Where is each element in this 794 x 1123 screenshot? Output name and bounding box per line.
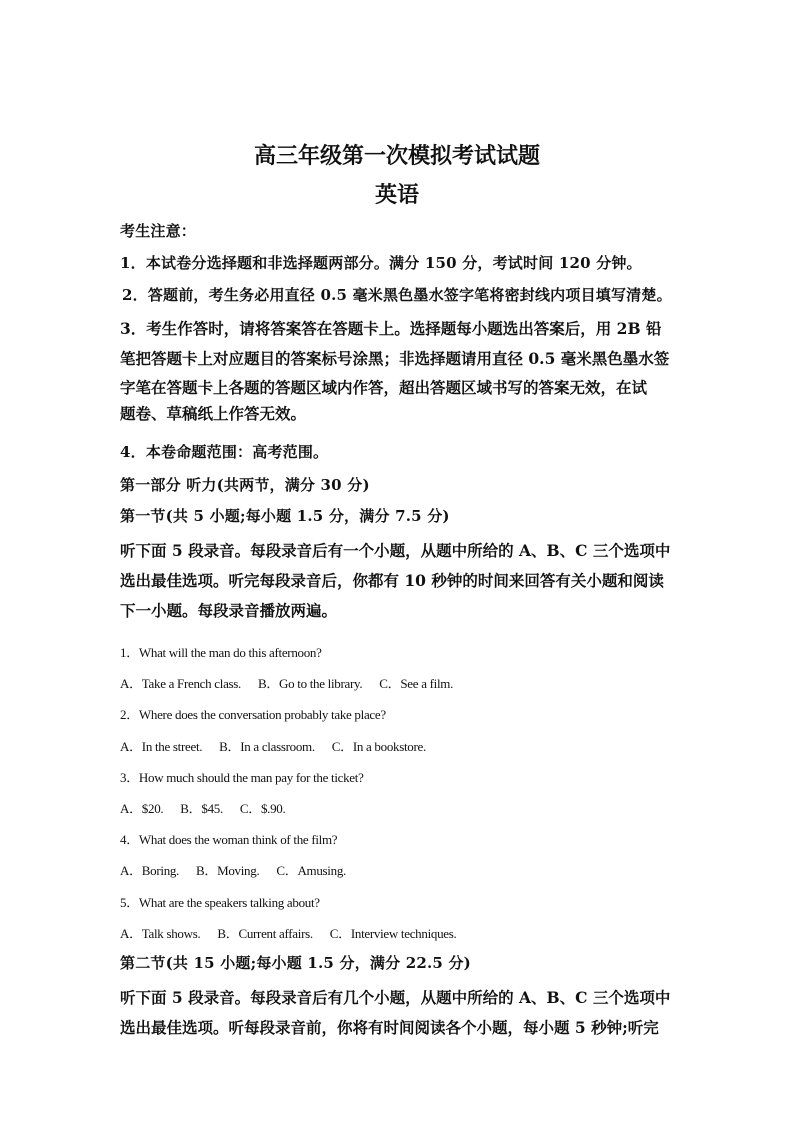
options-row [120, 677, 453, 690]
question: 5．What are the speakers talking about? [120, 895, 320, 910]
question: 3．How much should the man pay for the ticket? [120, 770, 364, 785]
option-a: A．Take a French class. [120, 676, 242, 691]
option-a: A．Boring. [120, 863, 180, 878]
options-row [120, 927, 456, 940]
option-a: A．Talk shows. [120, 926, 201, 941]
notice-item-continued: 笔把答题卡上对应题目的答案标号涂黑；非选择题请用直径 0.5 毫米黑色墨水签 [120, 349, 670, 368]
option-b: B．$45. [180, 801, 223, 816]
options-row [120, 740, 426, 753]
option-c: C．Amusing. [276, 863, 346, 878]
subject-title: 英语 [374, 182, 419, 208]
instruction-line: 选出最佳选项。听每段录音前，你将有时间阅读各个小题，每小题 5 秒钟;听完 [120, 1018, 659, 1037]
question: 2．Where does the conversation probably take place? [120, 707, 386, 722]
section-heading: 第一节(共 5 小题;每小题 1.5 分，满分 7.5 分) [120, 507, 450, 525]
notice-heading: 考生注意： [120, 222, 197, 240]
notice-item-continued: 题卷、草稿纸上作答无效。 [120, 404, 307, 423]
exam-title: 高三年级第一次模拟考试试题 [253, 143, 540, 169]
option-b: B．Moving. [196, 863, 260, 878]
option-a: A．In the street. [120, 739, 203, 754]
instruction-line: 听下面 5 段录音。每段录音后有一个小题，从题中所给的 A、B、C 三个选项中 [120, 541, 671, 560]
option-b: B．Go to the library. [257, 676, 363, 691]
notice-item: 2．答题前，考生务必用直径 0.5 毫米黑色墨水签字笔将密封线内项目填写清楚。 [122, 286, 672, 304]
option-c: C．In a bookstore. [331, 739, 426, 754]
question: 1．What will the man do this afternoon? [120, 645, 322, 660]
option-b: B．Current affairs. [217, 926, 313, 941]
option-a: A．$20. [120, 801, 164, 816]
option-b: B．In a classroom. [219, 739, 315, 754]
notice-item: 3．考生作答时，请将答案答在答题卡上。选择题每小题选出答案后，用 2B 铅 [120, 319, 662, 338]
part-heading: 第一部分 听力(共两节，满分 30 分) [120, 476, 370, 494]
option-c: C．See a film. [379, 676, 454, 691]
notice-item: 4．本卷命题范围：高考范围。 [120, 443, 329, 461]
section-heading: 第二节(共 15 小题;每小题 1.5 分，满分 22.5 分) [120, 954, 471, 972]
question: 4．What does the woman think of the film? [120, 832, 338, 847]
option-c: C．$.90. [239, 801, 286, 816]
options-row [120, 802, 285, 815]
notice-item: 1．本试卷分选择题和非选择题两部分。满分 150 分，考试时间 120 分钟。 [120, 254, 642, 272]
instruction-line: 选出最佳选项。听完每段录音后，你都有 10 秒钟的时间来回答有关小题和阅读 [120, 571, 664, 590]
instruction-line: 听下面 5 段录音。每段录音后有几个小题，从题中所给的 A、B、C 三个选项中 [120, 988, 671, 1007]
instruction-line: 下一小题。每段录音播放两遍。 [120, 601, 338, 620]
notice-item-continued: 字笔在答题卡上各题的答题区域内作答，超出答题区域书写的答案无效，在试 [120, 378, 648, 397]
options-row [120, 864, 346, 877]
option-c: C．Interview techniques. [329, 926, 457, 941]
